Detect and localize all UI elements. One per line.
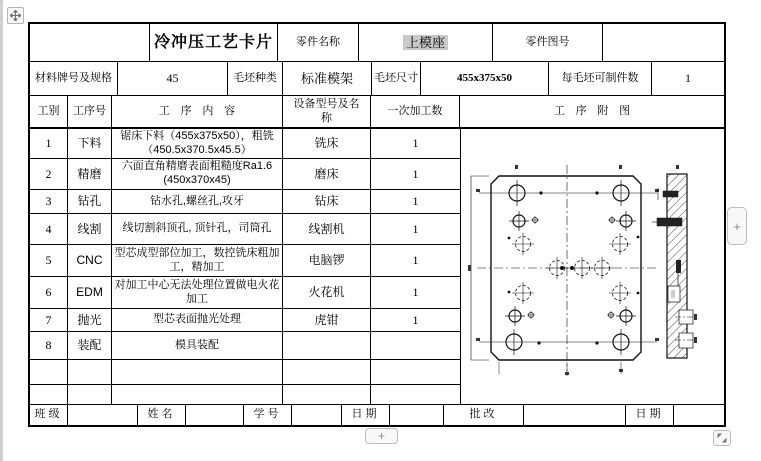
per-blank-value[interactable]: 1 (685, 71, 691, 86)
col-qty: 一次加工数 (371, 96, 460, 127)
part-drawing-no-cell[interactable] (603, 24, 724, 61)
class-value-cell[interactable] (68, 405, 138, 425)
figure-front-view (468, 165, 659, 376)
row-qty[interactable]: 1 (412, 136, 419, 151)
row-op[interactable]: 抛光 (68, 309, 112, 331)
figure-side-view (652, 165, 699, 358)
footer-row (30, 405, 724, 425)
row-qty[interactable] (371, 360, 460, 384)
resize-diagonal-icon (717, 433, 727, 443)
row-op[interactable]: 钻孔 (68, 190, 112, 213)
row-qty[interactable]: 1 (412, 312, 419, 327)
row-no[interactable] (30, 385, 68, 404)
table-row (30, 277, 460, 309)
row-op[interactable]: 线割 (68, 214, 112, 244)
student-id-label: 学号 (244, 405, 292, 425)
revise-value-cell[interactable] (524, 405, 626, 425)
plus-icon: + (377, 429, 385, 443)
row-op[interactable]: EDM (68, 277, 112, 308)
row-no[interactable]: 1 (30, 129, 68, 158)
col-op-no: 工序号 (68, 96, 112, 127)
row-content[interactable]: 型芯成型部位加工，数控铣床粗加工，精加工 (112, 245, 283, 276)
name-value-cell[interactable] (186, 405, 244, 425)
row-qty[interactable] (371, 332, 460, 359)
table-resize-handle[interactable] (713, 430, 731, 446)
row-no[interactable]: 5 (30, 245, 68, 276)
name-label: 姓名 (138, 405, 186, 425)
row-no[interactable]: 7 (30, 309, 68, 331)
col-type: 工别 (30, 96, 68, 127)
row-qty[interactable] (371, 385, 460, 404)
row-op[interactable] (68, 360, 112, 384)
blank-type-label: 毛坯种类 (228, 62, 283, 95)
row-qty[interactable]: 1 (412, 221, 419, 236)
part-name-value[interactable]: 上模座 (403, 35, 448, 51)
col-equipment: 设备型号及名称 (283, 96, 371, 127)
row-op[interactable]: 下料 (68, 129, 112, 158)
row-content[interactable]: 型芯表面抛光处理 (112, 309, 283, 331)
info-row (30, 62, 724, 96)
title-blank-cell[interactable] (30, 24, 150, 61)
row-no[interactable]: 3 (30, 190, 68, 213)
table-row (30, 129, 460, 159)
blank-size-value[interactable]: 455x375x50 (421, 62, 549, 95)
row-op[interactable]: CNC (68, 245, 112, 276)
table-row (30, 309, 460, 332)
row-equipment[interactable] (283, 385, 371, 404)
date1-value-cell[interactable] (390, 405, 444, 425)
part-name-cell[interactable] (359, 24, 493, 61)
process-card-table (28, 22, 726, 427)
column-header-row (30, 96, 724, 129)
table-row-empty (30, 360, 460, 385)
row-content[interactable] (112, 360, 283, 384)
row-content[interactable]: 锯床下料（455x375x50），粗铣（450.5x370.5x45.5） (112, 129, 283, 158)
page-edge (0, 0, 3, 461)
material-value[interactable]: 45 (118, 62, 228, 95)
row-equipment[interactable] (283, 332, 371, 359)
process-figure-drawing (461, 129, 724, 404)
row-equipment[interactable]: 火花机 (283, 277, 371, 308)
blank-type-value[interactable]: 标准模架 (283, 62, 372, 95)
col-content: 工 序 内 容 (112, 96, 283, 127)
row-op[interactable]: 精磨 (68, 159, 112, 189)
row-qty[interactable]: 1 (412, 253, 419, 268)
table-row-empty (30, 385, 460, 405)
part-name-label: 零件名称 (278, 24, 359, 61)
row-qty[interactable]: 1 (412, 285, 419, 300)
process-figure-cell (460, 129, 724, 405)
row-equipment[interactable]: 线割机 (283, 214, 371, 244)
row-op[interactable] (68, 385, 112, 404)
row-equipment[interactable]: 电脑锣 (283, 245, 371, 276)
revise-label: 批改 (444, 405, 524, 425)
date1-label: 日期 (342, 405, 390, 425)
part-drawing-no-label: 零件图号 (493, 24, 603, 61)
move-arrows-icon (10, 10, 21, 21)
table-row (30, 245, 460, 277)
row-equipment[interactable] (283, 360, 371, 384)
row-content[interactable]: 模具装配 (112, 332, 283, 359)
row-equipment[interactable]: 钻床 (283, 190, 371, 213)
row-no[interactable]: 2 (30, 159, 68, 189)
row-content[interactable] (112, 385, 283, 404)
date2-label: 日期 (626, 405, 674, 425)
class-label: 班级 (30, 405, 68, 425)
date2-value-cell[interactable] (674, 405, 724, 425)
plus-icon: + (733, 218, 741, 234)
per-blank-label: 每毛坯可制件数 (549, 62, 652, 95)
table-move-handle[interactable] (7, 7, 24, 24)
row-equipment[interactable]: 虎钳 (283, 309, 371, 331)
material-label: 材料牌号及规格 (30, 62, 118, 95)
row-qty[interactable]: 1 (412, 166, 419, 181)
row-content[interactable]: 六面直角精磨表面粗糙度Ra1.6 (450x370x45) (112, 159, 283, 189)
row-equipment[interactable]: 铣床 (283, 129, 371, 158)
table-row (30, 190, 460, 214)
add-row-button[interactable] (365, 428, 398, 444)
row-no[interactable]: 4 (30, 214, 68, 244)
row-content[interactable]: 对加工中心无法处理位置做电火花加工 (112, 277, 283, 308)
student-id-value-cell[interactable] (292, 405, 342, 425)
row-op[interactable]: 装配 (68, 332, 112, 359)
add-column-button[interactable] (727, 207, 747, 245)
row-content[interactable]: 钻水孔,螺丝孔,攻牙 (112, 190, 283, 213)
title-row (30, 24, 724, 62)
card-title: 冷冲压工艺卡片 (150, 24, 278, 61)
col-figure: 工 序 附 图 (553, 104, 631, 117)
row-equipment[interactable]: 磨床 (283, 159, 371, 189)
table-row (30, 159, 460, 190)
table-row (30, 214, 460, 245)
row-no[interactable]: 6 (30, 277, 68, 308)
row-no[interactable] (30, 360, 68, 384)
row-content[interactable]: 线切割斜顶孔, 顶针孔，司筒孔 (112, 214, 283, 244)
table-row (30, 332, 460, 360)
row-qty[interactable]: 1 (412, 194, 419, 209)
row-no[interactable]: 8 (30, 332, 68, 359)
blank-size-label: 毛坯尺寸 (372, 62, 421, 95)
